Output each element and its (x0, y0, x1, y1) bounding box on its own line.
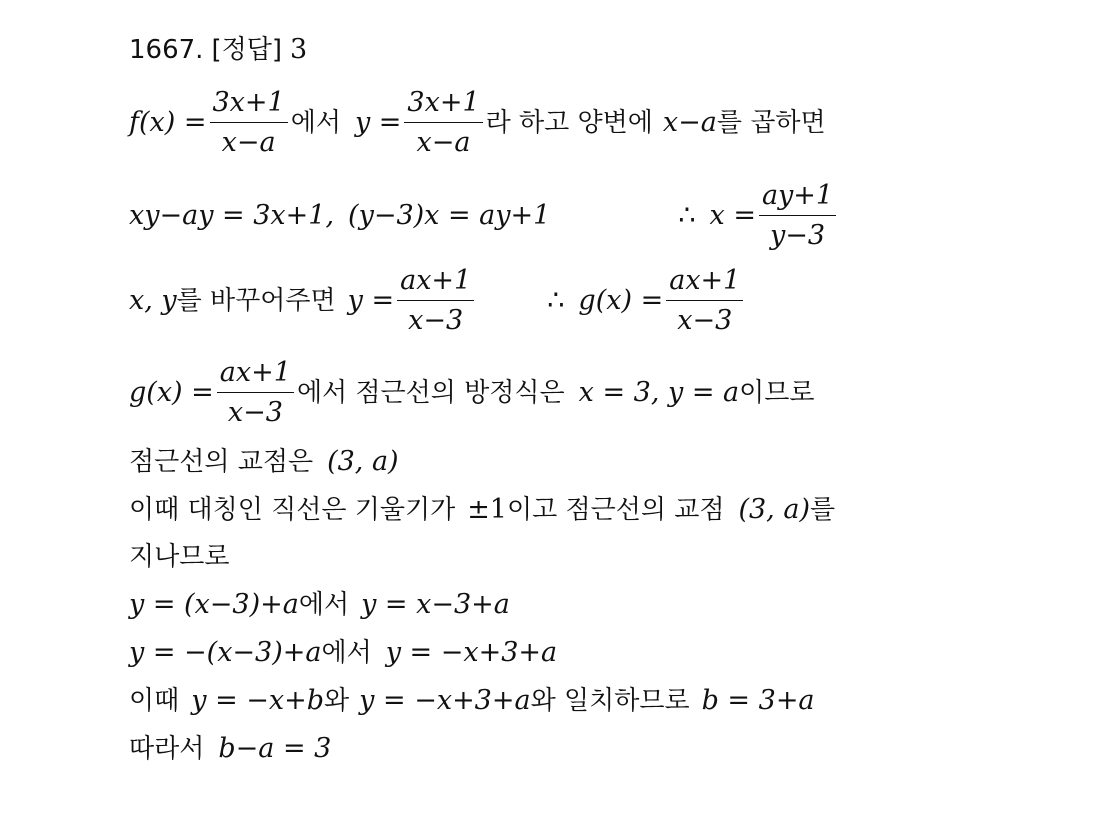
equation-2: y = x−3+a (361, 589, 510, 620)
solution-line-6 (129, 496, 835, 523)
y-equals: y = (354, 107, 402, 139)
equation-2: y = −x+3+a (359, 685, 531, 716)
therefore-symbol: ∴ (678, 200, 696, 232)
answer-label: [정답] (211, 34, 282, 65)
solution-line-11 (129, 735, 331, 762)
fraction-denominator: x−a (221, 127, 276, 159)
expr-x-minus-a: x−a (662, 107, 717, 139)
fraction-y (404, 87, 482, 158)
text-eseo: 에서 (321, 637, 372, 668)
slope-value: ±1 (467, 494, 507, 525)
equation-2: y = −x+3+a (385, 637, 558, 668)
fraction-denominator: x−3 (408, 305, 464, 337)
equation-1: y = −x+b (191, 685, 325, 716)
solution-line-10 (129, 687, 815, 714)
text-passes: 지나므로 (129, 542, 230, 572)
fraction-g (666, 265, 743, 336)
answer-value: 3 (289, 34, 308, 65)
solution-line-2 (129, 180, 839, 251)
fraction-numerator: ax+1 (666, 265, 743, 301)
equation-2: (y−3)x = ay+1 (348, 200, 551, 232)
y-equals: y = (347, 285, 395, 317)
text-therefore-final: 따라서 (129, 733, 205, 764)
fraction-g (217, 357, 294, 428)
text-eseo: 에서 (298, 589, 350, 620)
final-equation: b−a = 3 (218, 733, 332, 764)
solution-line-3 (129, 265, 746, 336)
solution-line-7 (129, 544, 229, 570)
text-and-intersection: 이고 점근선의 교점 (507, 494, 725, 525)
text-then: 이때 (129, 685, 180, 716)
text-therefore: 이므로 (739, 377, 815, 408)
equation-1: y = −(x−3)+a (129, 637, 322, 668)
text-eseo: 에서 (290, 107, 341, 138)
solution-line-1 (129, 87, 826, 158)
text-let: 라 하고 양변에 (485, 107, 653, 138)
g-of-x-equals: g(x) = (578, 285, 664, 317)
therefore-symbol: ∴ (547, 285, 565, 317)
problem-number: 1667. (129, 34, 204, 65)
asymptote-equations: x = 3, y = a (578, 377, 740, 409)
solution-line-8 (129, 591, 510, 618)
intersection-point: (3, a) (327, 446, 399, 477)
text-swap: 를 바꾸어주면 (176, 285, 336, 316)
fraction-f (210, 87, 288, 158)
text-multiply: 를 곱하면 (716, 107, 826, 138)
fraction-denominator: x−a (416, 127, 471, 159)
fraction-numerator: ax+1 (397, 265, 474, 301)
fraction-denominator: x−3 (677, 305, 733, 337)
text-reul: 를 (809, 494, 836, 525)
fraction-numerator: ay+1 (759, 180, 836, 216)
equation-1: y = (x−3)+a (129, 589, 299, 620)
text-coincide: 와 일치하므로 (530, 685, 690, 716)
fraction-denominator: x−3 (227, 397, 283, 429)
solution-line-5 (129, 448, 399, 475)
solution-line-9 (129, 639, 557, 666)
f-of-x-equals: f(x) = (129, 107, 207, 139)
fraction-numerator: 3x+1 (210, 87, 288, 123)
x-equals: x = (709, 200, 756, 232)
text-and: 와 (324, 685, 350, 716)
text-asymptote-eq: 에서 점근선의 방정식은 (296, 377, 565, 408)
fraction-x (759, 180, 836, 251)
solution-line-4 (129, 357, 815, 428)
fraction-numerator: 3x+1 (404, 87, 482, 123)
equation-3: b = 3+a (701, 685, 815, 716)
fraction-numerator: ax+1 (217, 357, 294, 393)
text-intersection: 점근선의 교점은 (129, 446, 314, 477)
variables-x-y: x, y (129, 285, 177, 317)
intersection-point: (3, a) (738, 494, 810, 525)
answer-header (129, 36, 307, 63)
text-symmetric-line: 이때 대칭인 직선은 기울기가 (129, 494, 456, 525)
fraction-y-inverse (397, 265, 474, 336)
fraction-denominator: y−3 (770, 220, 826, 252)
equation-1: xy−ay = 3x+1, (129, 200, 335, 232)
g-of-x-equals: g(x) = (129, 377, 214, 409)
